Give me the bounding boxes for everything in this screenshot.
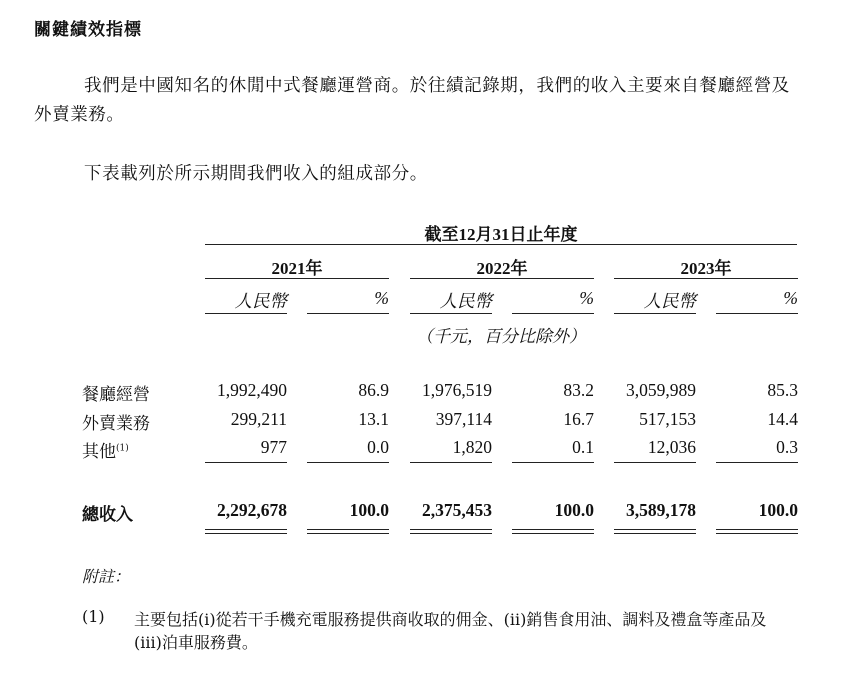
total-double-rule bbox=[410, 529, 492, 534]
period-header: 截至12月31日止年度 bbox=[424, 225, 578, 244]
total-cell: 2,292,678 bbox=[217, 500, 287, 520]
row-label-other bbox=[82, 437, 129, 462]
table-cell: 1,976,519 bbox=[422, 380, 492, 400]
table-cell: 83.2 bbox=[563, 380, 594, 400]
period-header-rule bbox=[205, 244, 797, 245]
subtotal-rule bbox=[410, 462, 492, 463]
total-double-rule bbox=[716, 529, 798, 534]
table-cell: 977 bbox=[260, 437, 287, 457]
year-rule-2023 bbox=[614, 278, 798, 279]
total-double-rule bbox=[205, 529, 287, 534]
unit-rule bbox=[512, 313, 594, 314]
pct-header: % bbox=[579, 288, 594, 308]
unit-rule bbox=[205, 313, 287, 314]
total-cell: 100.0 bbox=[349, 500, 389, 520]
total-cell: 2,375,453 bbox=[422, 500, 492, 520]
total-double-rule bbox=[307, 529, 389, 534]
unit-rule bbox=[614, 313, 696, 314]
year-header-2023: 2023年 bbox=[680, 259, 732, 278]
footnote-marker: (1) bbox=[116, 443, 129, 454]
table-cell: 13.1 bbox=[358, 409, 389, 429]
year-header-2021: 2021年 bbox=[271, 259, 323, 278]
total-cell: 100.0 bbox=[758, 500, 798, 520]
table-cell: 397,114 bbox=[435, 409, 492, 429]
total-double-rule bbox=[512, 529, 594, 534]
subtotal-rule bbox=[716, 462, 798, 463]
table-cell: 12,036 bbox=[647, 437, 696, 457]
table-cell: 1,820 bbox=[452, 437, 492, 457]
year-header-2022: 2022年 bbox=[476, 259, 528, 278]
pct-header: % bbox=[374, 288, 389, 308]
table-cell: 0.1 bbox=[572, 437, 594, 457]
notes-title: 附註： bbox=[82, 567, 131, 586]
unit-header: 人民幣 bbox=[643, 291, 696, 311]
total-double-rule bbox=[614, 529, 696, 534]
total-cell: 100.0 bbox=[554, 500, 594, 520]
unit-header: 人民幣 bbox=[439, 291, 492, 311]
pct-header: % bbox=[783, 288, 798, 308]
total-label: 總收入 bbox=[82, 505, 133, 525]
table-cell: 14.4 bbox=[767, 409, 798, 429]
table-cell: 0.0 bbox=[367, 437, 389, 457]
total-cell: 3,589,178 bbox=[626, 500, 696, 520]
note-text-line2: (iii)泊車服務費。 bbox=[134, 633, 258, 652]
row-label-restaurant: 餐廳經營 bbox=[82, 385, 150, 405]
unit-rule bbox=[716, 313, 798, 314]
table-intro-paragraph: 下表載列於所示期間我們收入的組成部分。 bbox=[84, 164, 428, 184]
row-label-text: 其他 bbox=[82, 442, 116, 462]
table-cell: 85.3 bbox=[767, 380, 798, 400]
table-cell: 517,153 bbox=[639, 409, 696, 429]
table-cell: 86.9 bbox=[358, 380, 389, 400]
subtotal-rule bbox=[614, 462, 696, 463]
year-rule-2022 bbox=[410, 278, 594, 279]
note-text-line1: 主要包括(i)從若干手機充電服務提供商收取的佣金、(ii)銷售食用油、調料及禮盒等產品及 bbox=[134, 610, 767, 629]
subtotal-rule bbox=[512, 462, 594, 463]
row-label-delivery: 外賣業務 bbox=[82, 414, 150, 434]
table-cell: 0.3 bbox=[776, 437, 798, 457]
unit-rule bbox=[410, 313, 492, 314]
intro-paragraph: 我們是中國知名的休閒中式餐廳運營商。於往績記錄期，我們的收入主要來自餐廳經營及外賣業務。 bbox=[34, 76, 790, 125]
note-marker: (1) bbox=[82, 607, 105, 626]
unit-note: （千元，百分比除外） bbox=[416, 327, 586, 347]
table-cell: 1,992,490 bbox=[217, 380, 287, 400]
table-cell: 299,211 bbox=[230, 409, 287, 429]
year-rule-2021 bbox=[205, 278, 389, 279]
section-heading: 關鍵績效指標 bbox=[34, 20, 142, 40]
unit-header: 人民幣 bbox=[234, 291, 287, 311]
subtotal-rule bbox=[307, 462, 389, 463]
unit-rule bbox=[307, 313, 389, 314]
table-cell: 16.7 bbox=[563, 409, 594, 429]
table-cell: 3,059,989 bbox=[626, 380, 696, 400]
subtotal-rule bbox=[205, 462, 287, 463]
